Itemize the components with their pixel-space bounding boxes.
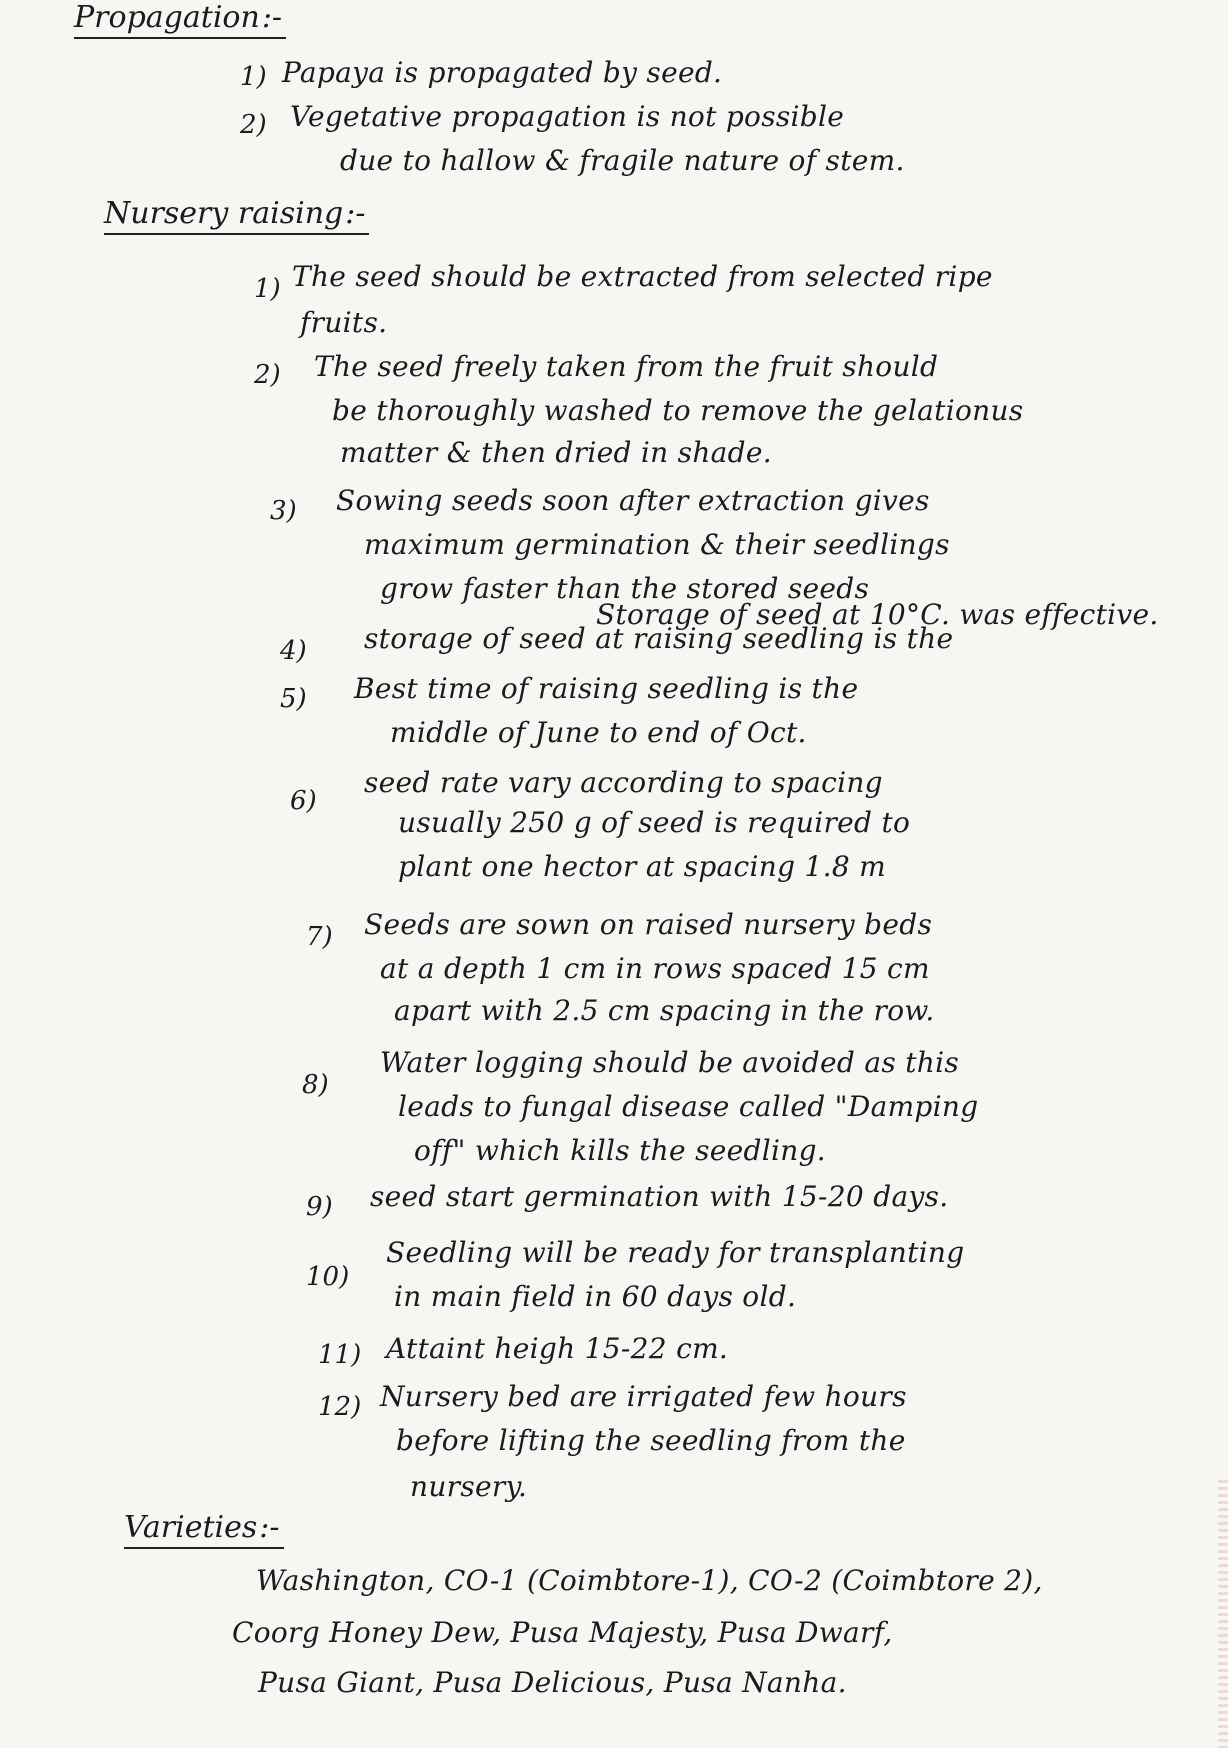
nursery-heading-mark: :- <box>345 196 366 231</box>
varieties-line-2: Coorg Honey Dew, Pusa Majesty, Pusa Dwarf, <box>232 1616 893 1649</box>
varieties-heading <box>124 1510 284 1549</box>
propagation-heading-text: Propagation <box>74 0 260 35</box>
nursery-point-11-number: 11) <box>318 1340 362 1370</box>
nursery-point-12-line-1: Nursery bed are irrigated few hours <box>380 1380 907 1413</box>
nursery-point-11-line-1: Attaint heigh 15-22 cm. <box>386 1332 729 1365</box>
nursery-point-12-line-2: before lifting the seedling from the <box>396 1424 906 1457</box>
propagation-point-1-number: 1) <box>240 62 267 92</box>
nursery-point-3-line-1: Sowing seeds soon after extraction gives <box>336 484 930 517</box>
nursery-point-3-number: 3) <box>270 496 297 526</box>
nursery-point-4-line-2: storage of seed at raising seedling is the <box>364 622 954 655</box>
nursery-point-7-line-2: at a depth 1 cm in rows spaced 15 cm <box>380 952 930 985</box>
nursery-point-6-line-2: usually 250 g of seed is required to <box>398 806 911 839</box>
nursery-point-10-line-2: in main field in 60 days old. <box>394 1280 797 1313</box>
nursery-point-8-line-1: Water logging should be avoided as this <box>380 1046 960 1079</box>
nursery-point-1-line-2: fruits. <box>300 306 388 339</box>
nursery-point-7-line-3: apart with 2.5 cm spacing in the row. <box>394 994 935 1027</box>
propagation-heading <box>74 0 286 39</box>
nursery-point-6-line-1: seed rate vary according to spacing <box>364 766 883 799</box>
propagation-point-2-line-1: Vegetative propagation is not possible <box>290 100 845 133</box>
nursery-heading <box>104 196 369 235</box>
nursery-point-6-number: 6) <box>290 786 317 816</box>
nursery-point-4-number: 4) <box>280 636 307 666</box>
propagation-heading-mark: :- <box>261 0 283 35</box>
nursery-point-2-number: 2) <box>254 360 281 390</box>
varieties-heading-text: Varieties <box>124 1510 258 1545</box>
nursery-point-8-line-2: leads to fungal disease called "Damping <box>398 1090 979 1123</box>
nursery-point-8-number: 8) <box>302 1070 329 1100</box>
nursery-point-9-number: 9) <box>306 1192 333 1222</box>
nursery-point-12-line-3: nursery. <box>410 1470 528 1503</box>
varieties-line-3: Pusa Giant, Pusa Delicious, Pusa Nanha. <box>258 1666 847 1699</box>
nursery-point-5-line-2: middle of June to end of Oct. <box>390 716 807 749</box>
nursery-point-6-line-3: plant one hector at spacing 1.8 m <box>398 850 887 883</box>
nursery-point-4-line-1: Storage of seed at 10°C. was effective. <box>596 598 1159 631</box>
varieties-line-1: Washington, CO-1 (Coimbtore-1), CO-2 (Coimbtore 2), <box>256 1564 1043 1597</box>
propagation-point-2-number: 2) <box>240 110 267 140</box>
nursery-heading-text: Nursery raising <box>104 196 344 231</box>
nursery-point-10-line-1: Seedling will be ready for transplanting <box>386 1236 965 1269</box>
nursery-point-7-line-1: Seeds are sown on raised nursery beds <box>364 908 933 941</box>
nursery-point-2-line-2: be thoroughly washed to remove the gelationus <box>332 394 1024 427</box>
nursery-point-2-line-3: matter & then dried in shade. <box>340 436 772 469</box>
nursery-point-1-number: 1) <box>254 274 281 304</box>
propagation-point-2-line-2: due to hallow & fragile nature of stem. <box>340 144 905 177</box>
nursery-point-1-line-1: The seed should be extracted from selected ripe <box>292 260 993 293</box>
nursery-point-8-line-3: off" which kills the seedling. <box>414 1134 826 1167</box>
nursery-point-5-number: 5) <box>280 684 307 714</box>
nursery-point-9-line-1: seed start germination with 15-20 days. <box>370 1180 949 1213</box>
nursery-point-3-line-2: maximum germination & their seedlings <box>364 528 950 561</box>
nursery-point-7-number: 7) <box>306 922 333 952</box>
nursery-point-2-line-1: The seed freely taken from the fruit should <box>314 350 939 383</box>
nursery-point-10-number: 10) <box>306 1262 350 1292</box>
nursery-point-5-line-1: Best time of raising seedling is the <box>354 672 859 705</box>
nursery-point-3-line-3: grow faster than the stored seeds <box>380 572 870 605</box>
propagation-point-1-line-1: Papaya is propagated by seed. <box>282 56 723 89</box>
nursery-point-12-number: 12) <box>318 1392 362 1422</box>
varieties-heading-mark: :- <box>259 1510 280 1545</box>
paper-edge-texture <box>1218 1480 1228 1748</box>
